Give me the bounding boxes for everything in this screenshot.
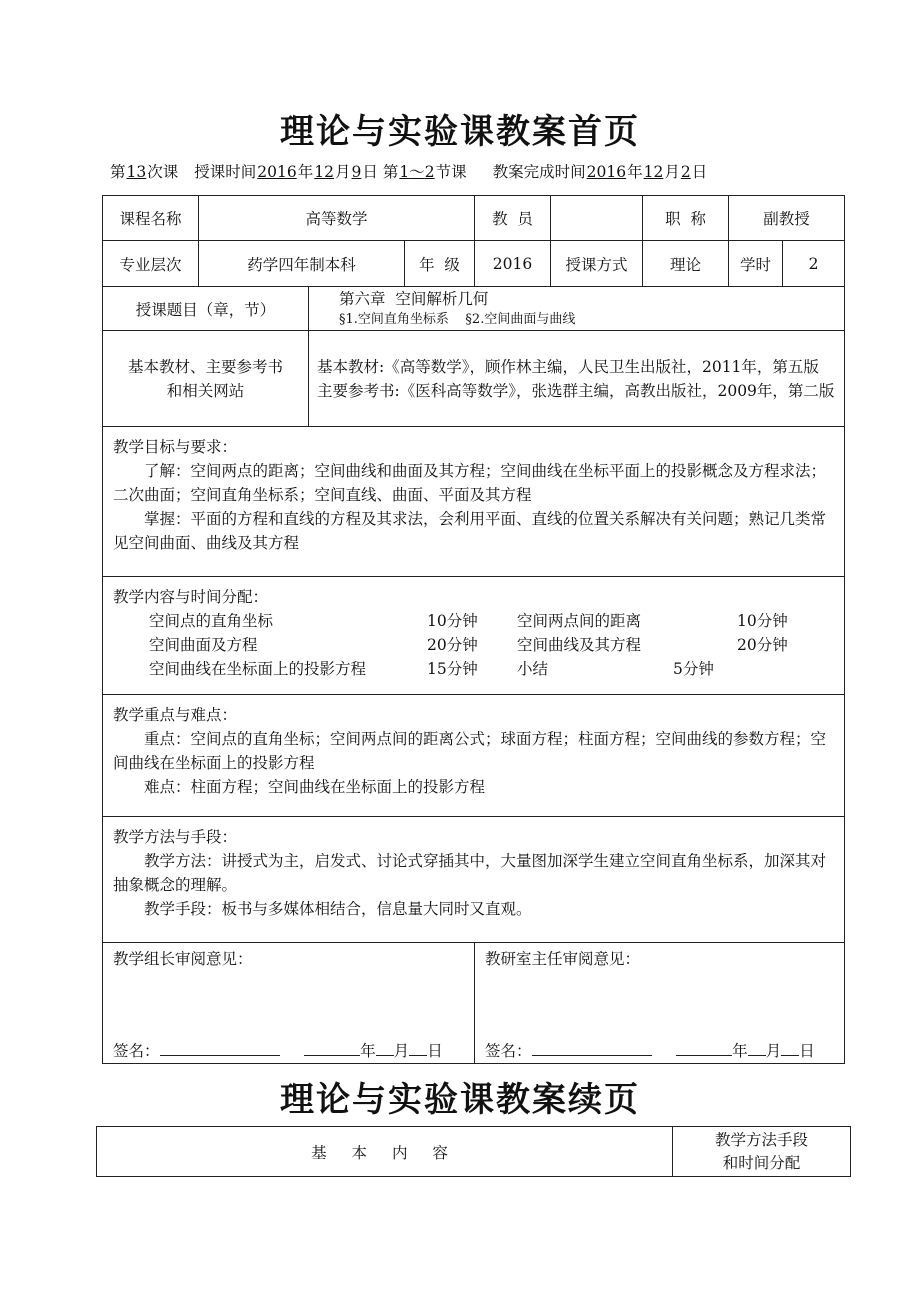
schedule-time: 10分钟 xyxy=(737,612,788,630)
objectives-master: 掌握：平面的方程和直线的方程及其求法，会利用平面、直线的位置关系解决有关问题；熟记几类常见空间曲面、曲线及其方程 xyxy=(113,510,827,552)
methods-means: 教学手段：板书与多媒体相结合，信息量大同时又直观。 xyxy=(144,900,532,918)
year-unit: 年 xyxy=(360,1042,376,1060)
complete-year: 2016 xyxy=(586,163,627,181)
keypoints-heading: 教学重点与难点： xyxy=(113,706,238,724)
director-review-section xyxy=(475,943,845,1064)
schedule-time: 20分钟 xyxy=(427,636,478,654)
year-unit: 年 xyxy=(732,1042,748,1060)
hours-value: 2 xyxy=(783,241,845,287)
lesson-number: 13 xyxy=(126,163,147,181)
continuation-title: 理论与实验课教案续页 xyxy=(280,1080,640,1120)
teacher-value xyxy=(551,196,643,241)
objectives-understand: 了解：空间两点的距离；空间曲线和曲面及其方程；空间曲线在坐标平面上的投影概念及方程求法；二次曲面；空间直角坐标系；空间直线、曲面、平面及其方程 xyxy=(113,462,827,504)
lesson-prefix: 第 xyxy=(110,163,126,181)
complete-month-unit: 月 xyxy=(664,163,680,181)
methods-method: 教学方法：讲授式为主，启发式、讨论式穿插其中，大量图加深学生建立空间直角坐标系，加深其对抽象概念的理解。 xyxy=(113,852,827,894)
topic-chapter: 第六章 空间解析几何 xyxy=(339,289,489,308)
topic-value xyxy=(309,287,845,331)
director-signature-line xyxy=(485,1039,815,1061)
topic-sections: §1.空间直角坐标系 §2.空间曲面与曲线 xyxy=(339,311,576,327)
schedule-time: 20分钟 xyxy=(737,636,788,654)
lesson-suffix: 次课 xyxy=(147,163,179,181)
period-end: 2 xyxy=(424,163,435,181)
hours-label: 学时 xyxy=(729,241,783,287)
period-prefix: 第 xyxy=(382,163,399,181)
keypoints-key: 重点：空间点的直角坐标；空间两点间的距离公式；球面方程；柱面方程；空间曲线的参数方程；空间曲线在坐标面上的投影方程 xyxy=(113,730,827,772)
content-header: 基 本 内 容 xyxy=(97,1127,673,1177)
objectives-heading: 教学目标与要求： xyxy=(113,438,238,456)
methods-section xyxy=(103,817,845,943)
textbook-label-line1: 基本教材、主要参考书 xyxy=(127,357,283,376)
mode-label: 授课方式 xyxy=(551,241,643,287)
complete-time-label: 教案完成时间 xyxy=(492,163,586,181)
grade-value: 2016 xyxy=(475,241,551,287)
page-title: 理论与实验课教案首页 xyxy=(280,112,640,152)
textbook-label-line2: 和相关网站 xyxy=(166,381,245,400)
grade-label: 年 级 xyxy=(405,241,475,287)
schedule-topic: 空间曲线及其方程 xyxy=(517,636,642,654)
schedule-time: 10分钟 xyxy=(427,612,478,630)
schedule-time: 15分钟 xyxy=(427,660,478,678)
reference-book: 主要参考书:《医科高等数学》，张选群主编，高教出版社，2009年，第二版 xyxy=(317,381,835,400)
group-review-label: 教学组长审阅意见： xyxy=(113,950,253,968)
mode-value: 理论 xyxy=(643,241,729,287)
keypoints-difficult: 难点：柱面方程；空间曲线在坐标面上的投影方程 xyxy=(144,778,486,796)
month-unit: 月 xyxy=(393,1042,410,1060)
course-name-label: 课程名称 xyxy=(103,196,199,241)
keypoints-section xyxy=(103,695,845,817)
session-info-line xyxy=(110,160,850,182)
director-review-label: 教研室主任审阅意见： xyxy=(485,950,641,968)
schedule-row xyxy=(113,633,834,657)
teach-time-label: 授课时间 xyxy=(194,163,257,181)
schedule-row xyxy=(113,657,834,681)
major-label: 专业层次 xyxy=(103,241,199,287)
month-unit: 月 xyxy=(765,1042,782,1060)
day-unit: 日 xyxy=(799,1042,815,1060)
complete-year-unit: 年 xyxy=(627,163,643,181)
method-header xyxy=(673,1127,851,1177)
schedule-topic: 空间两点间的距离 xyxy=(517,612,642,630)
schedule-row xyxy=(113,609,834,633)
objectives-section xyxy=(103,427,845,577)
methods-heading: 教学方法与手段： xyxy=(113,828,238,846)
teach-day-unit: 日 xyxy=(362,163,378,181)
schedule-topic: 空间曲线在坐标面上的投影方程 xyxy=(149,660,367,678)
major-value: 药学四年制本科 xyxy=(199,241,405,287)
schedule-section xyxy=(103,577,845,695)
period-separator: ～ xyxy=(409,163,425,181)
schedule-topic: 小结 xyxy=(517,660,549,678)
basic-textbook: 基本教材:《高等数学》，顾作林主编，人民卫生出版社，2011年，第五版 xyxy=(317,357,819,376)
complete-day: 2 xyxy=(680,163,691,181)
day-unit: 日 xyxy=(427,1042,443,1060)
schedule-heading: 教学内容与时间分配： xyxy=(113,588,269,606)
lesson-plan-table xyxy=(102,195,845,1064)
textbook-value xyxy=(309,331,845,427)
continuation-table xyxy=(96,1126,851,1177)
teacher-label: 教 员 xyxy=(475,196,551,241)
course-name: 高等数学 xyxy=(199,196,475,241)
teach-month-unit: 月 xyxy=(334,163,351,181)
schedule-time: 5分钟 xyxy=(673,660,714,678)
complete-month: 12 xyxy=(643,163,664,181)
topic-label: 授课题目（章，节） xyxy=(103,287,309,331)
complete-day-unit: 日 xyxy=(691,163,708,181)
sign-label: 签名： xyxy=(113,1042,160,1060)
title-label: 职 称 xyxy=(643,196,729,241)
teach-year-unit: 年 xyxy=(297,163,314,181)
period-range xyxy=(398,163,435,181)
title-value: 副教授 xyxy=(729,196,845,241)
group-review-section xyxy=(103,943,475,1064)
group-signature-line xyxy=(113,1039,443,1061)
period-suffix: 节课 xyxy=(435,163,467,181)
sign-label: 签名： xyxy=(485,1042,532,1060)
period-start: 1 xyxy=(399,163,410,181)
method-header-line2: 和时间分配 xyxy=(722,1153,801,1172)
schedule-topic: 空间曲面及方程 xyxy=(149,636,258,654)
teach-year: 2016 xyxy=(257,163,297,181)
method-header-line1: 教学方法手段 xyxy=(714,1130,808,1149)
teach-day: 9 xyxy=(351,163,362,181)
schedule-topic: 空间点的直角坐标 xyxy=(149,612,274,630)
textbook-label xyxy=(103,331,309,427)
teach-month: 12 xyxy=(314,163,334,181)
